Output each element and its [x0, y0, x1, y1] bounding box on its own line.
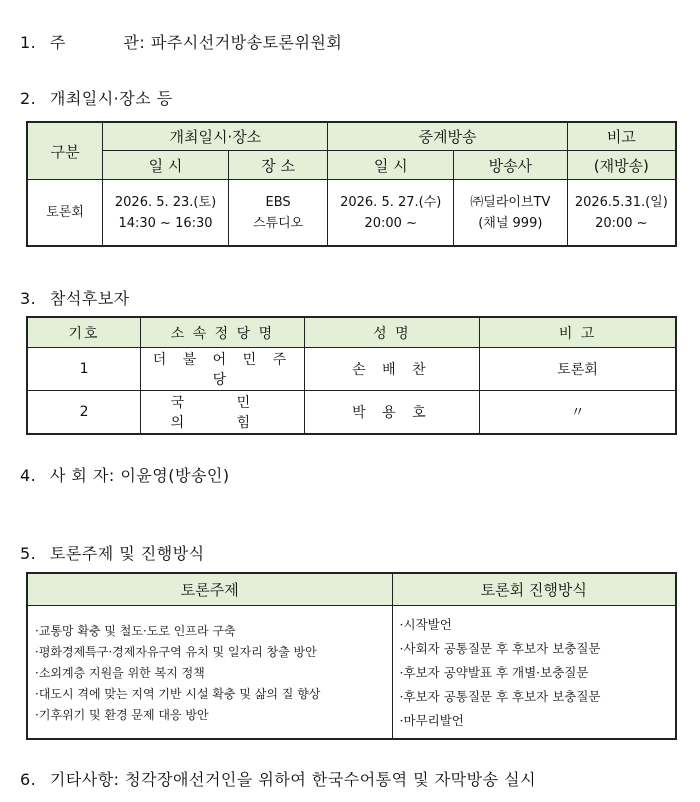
section-number: 5. [20, 544, 37, 563]
rebroadcast [567, 180, 676, 247]
rebroadcast-line2: 20:00 ~ [595, 215, 648, 231]
header-rebroadcast: (재방송) [567, 151, 676, 180]
header-number: 기호 [27, 317, 141, 348]
broadcast-date-line2: 20:00 ~ [364, 215, 417, 231]
event-place [228, 180, 328, 247]
method-cell [392, 606, 676, 740]
event-place-line2: 스튜디오 [253, 215, 304, 231]
header-gubun: 구분 [27, 122, 103, 180]
moderator-value: 이윤영(방송인) [120, 466, 230, 485]
section-title: 참석후보자 [49, 289, 130, 308]
candidate-note: 토론회 [480, 348, 676, 391]
list-item: ·대도시 격에 맞는 지역 기반 시설 확충 및 삶의 질 향상 [35, 687, 321, 701]
header-topics: 토론주제 [27, 573, 392, 606]
broadcast-date [328, 180, 454, 247]
candidate-number: 2 [27, 391, 141, 435]
list-item: ·후보자 공약발표 후 개별·보충질문 [399, 665, 589, 680]
list-item: ·교통망 확충 및 철도·도로 인프라 구축 [35, 624, 236, 638]
broadcast-station-line1: ㈜딜라이브TV [470, 194, 551, 210]
section-title: 토론주제 및 진행방식 [49, 544, 205, 563]
list-item: ·후보자 공통질문 후 후보자 보충질문 [399, 689, 601, 704]
header-remarks: 비 고 [480, 317, 676, 348]
method-list [394, 607, 674, 733]
row-label: 토론회 [27, 180, 103, 247]
header-date: 일 시 [103, 151, 229, 180]
header-name: 성 명 [304, 317, 479, 348]
table-row [27, 348, 676, 391]
list-item: ·기후위기 및 환경 문제 대응 방안 [35, 708, 209, 722]
header-broadcast-date: 일 시 [328, 151, 454, 180]
candidate-number: 1 [27, 348, 141, 391]
candidate-name: 손 배 찬 [304, 348, 479, 391]
topics-cell [27, 606, 392, 740]
section-other [20, 767, 536, 790]
schedule-table [26, 121, 677, 247]
header-method: 토론회 진행방식 [392, 573, 676, 606]
broadcast-station [454, 180, 568, 247]
section-number: 1. [20, 33, 37, 52]
header-party: 소 속 정 당 명 [141, 317, 305, 348]
event-date-line1: 2026. 5. 23.(토) [114, 194, 217, 210]
rebroadcast-line1: 2026.5.31.(일) [574, 194, 668, 210]
candidate-note: 〃 [480, 391, 676, 435]
topics-list [29, 607, 391, 726]
list-item: ·시작발언 [399, 617, 452, 632]
other-value: 청각장애선거인을 위하여 한국수어통역 및 자막방송 실시 [125, 770, 537, 789]
section-title: 개최일시·장소 등 [49, 89, 173, 108]
header-place: 장 소 [228, 151, 328, 180]
section-moderator [20, 463, 230, 486]
table-row [27, 391, 676, 435]
header-event: 개최일시·장소 [103, 122, 328, 151]
candidate-party: 국 민 의 힘 [141, 391, 305, 435]
list-item: ·소외계층 지원을 위한 복지 정책 [35, 666, 205, 680]
event-date-line2: 14:30 ~ 16:30 [118, 215, 213, 231]
section-organizer [20, 30, 342, 53]
section-number: 6. [20, 770, 37, 789]
list-item: ·사회자 공통질문 후 후보자 보충질문 [399, 641, 601, 656]
list-item: ·마무리발언 [399, 713, 464, 728]
moderator-label: 사 회 자: [49, 466, 115, 485]
broadcast-station-line2: (채널 999) [478, 215, 543, 231]
header-broadcast: 중계방송 [328, 122, 567, 151]
organizer-label-a: 주 [49, 33, 66, 52]
section-topics-title [20, 541, 205, 564]
candidates-table [26, 316, 677, 435]
organizer-label-b: 관: [123, 33, 146, 52]
list-item: ·평화경제특구·경제자유구역 유치 및 일자리 창출 방안 [35, 645, 317, 659]
candidate-name: 박 용 호 [304, 391, 479, 435]
section-number: 4. [20, 466, 37, 485]
organizer-value: 파주시선거방송토론위원회 [150, 33, 343, 52]
section-schedule-title [20, 86, 173, 109]
section-number: 2. [20, 89, 37, 108]
section-number: 3. [20, 289, 37, 308]
event-place-line1: EBS [265, 194, 291, 210]
header-note: 비고 [567, 122, 676, 151]
candidate-party: 더 불 어 민 주 당 [141, 348, 305, 391]
header-broadcast-station: 방송사 [454, 151, 568, 180]
topics-table [26, 572, 677, 740]
section-candidates-title [20, 286, 130, 309]
broadcast-date-line1: 2026. 5. 27.(수) [340, 194, 442, 210]
event-date [103, 180, 229, 247]
other-label: 기타사항: [49, 770, 120, 789]
